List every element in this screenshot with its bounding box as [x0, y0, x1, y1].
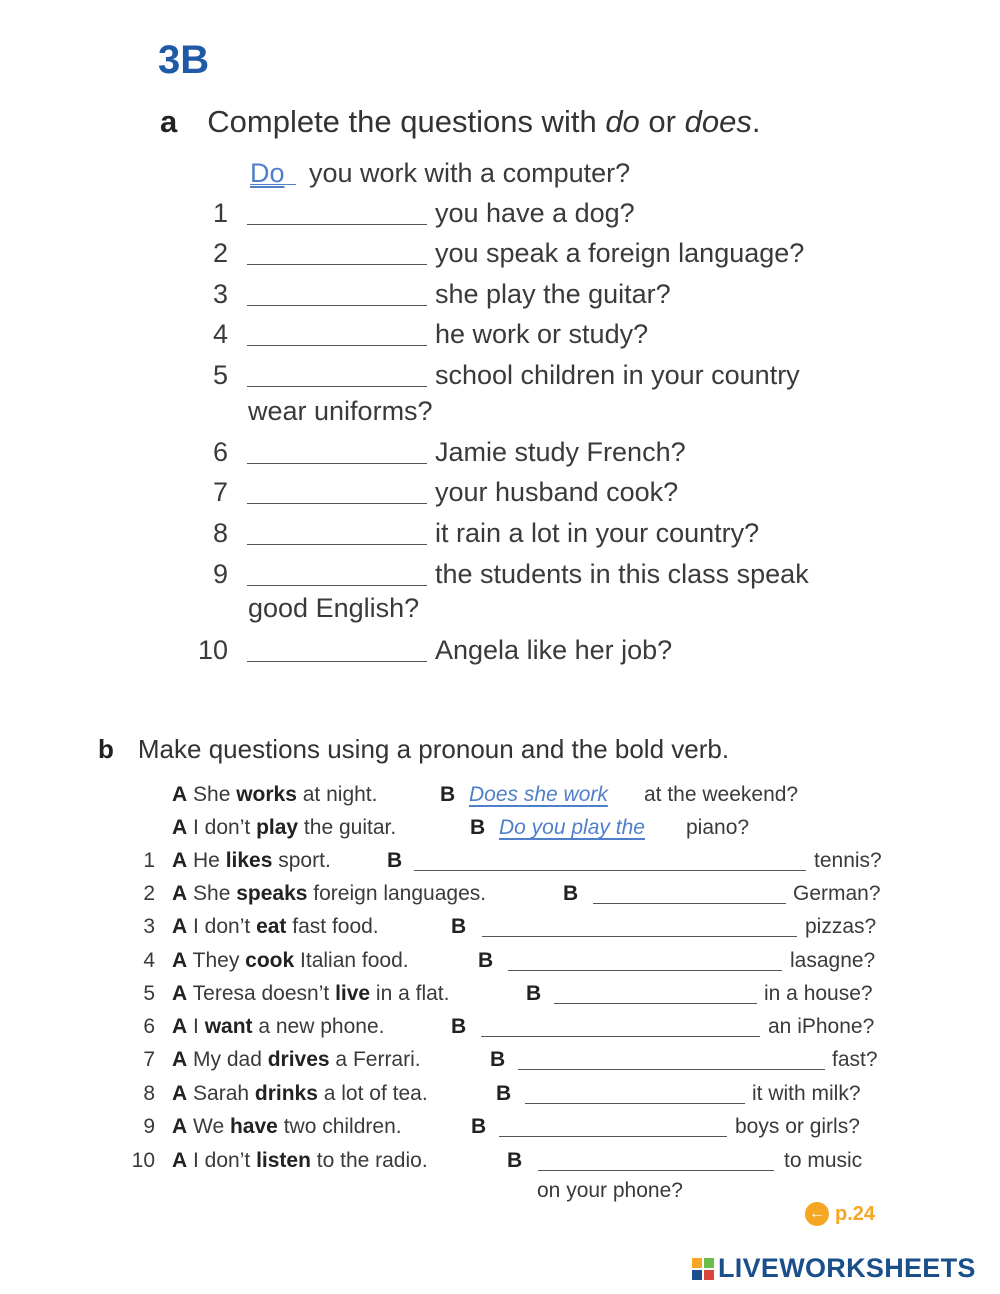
section-a-letter: a	[160, 104, 178, 139]
answer-blank[interactable]	[414, 848, 806, 871]
question-row-b: 10 A I don’t listen to the radio. B to music	[0, 1146, 1000, 1176]
question-end: boys or girls?	[735, 1115, 860, 1138]
question-row-b: 7 A My dad drives a Ferrari. B fast?	[0, 1045, 1000, 1075]
speaker-b: B	[496, 1082, 512, 1105]
answer-blank[interactable]	[247, 479, 427, 504]
question-end: pizzas?	[805, 915, 877, 938]
question-row-b: 4 A They cook Italian food. B lasagne?	[0, 946, 1000, 976]
question-end: tennis?	[814, 849, 882, 872]
answer-blank[interactable]	[538, 1148, 774, 1171]
question-row-a	[0, 633, 1000, 667]
speaker-a: A	[172, 949, 188, 972]
speaker-a: A	[172, 816, 188, 839]
bold-verb: drinks	[254, 1082, 318, 1105]
question-number: 4	[212, 319, 228, 349]
question-end: it with milk?	[752, 1082, 861, 1105]
section-b-letter: b	[98, 734, 114, 764]
question-row-a	[0, 317, 1000, 351]
question-text: he work or study?	[435, 319, 649, 349]
example-row-b: A I don’t play the guitar. B Do you play the piano?	[0, 813, 1000, 843]
question-row-b: 3 A I don’t eat fast food. B pizzas?	[0, 912, 1000, 942]
speaker-b: B	[440, 783, 456, 806]
question-end: an iPhone?	[768, 1015, 875, 1038]
question-text: school children in your country	[435, 360, 800, 390]
speaker-b: B	[451, 1015, 467, 1038]
question-end: lasagne?	[790, 949, 876, 972]
question-end: fast?	[832, 1048, 878, 1071]
question-number: 9	[212, 559, 228, 589]
bold-verb: live	[335, 982, 371, 1005]
section-a-heading: a Complete the questions with do or does.	[160, 104, 761, 139]
question-number: 7	[212, 477, 228, 507]
page-reference[interactable]	[805, 1202, 875, 1226]
answer-blank[interactable]	[518, 1047, 825, 1070]
question-number: 4	[143, 949, 155, 972]
question-number: 3	[212, 279, 228, 309]
question-row-b: 6 A I want a new phone. B an iPhone?	[0, 1012, 1000, 1042]
question-continuation: wear uniforms?	[248, 396, 433, 426]
question-number: 8	[212, 518, 228, 548]
speaker-b: B	[387, 849, 403, 872]
answer-blank[interactable]	[247, 439, 427, 464]
question-row-a	[0, 557, 1000, 591]
answer-blank[interactable]	[554, 981, 757, 1004]
bold-verb: speaks	[236, 882, 308, 905]
page-reference-label: p.24	[835, 1202, 876, 1225]
question-row-a	[0, 516, 1000, 550]
question-row-b: 9 A We have two children. B boys or girls?	[0, 1112, 1000, 1142]
question-text: it rain a lot in your country?	[435, 518, 760, 548]
section-b-heading	[98, 734, 729, 765]
question-text: you speak a foreign language?	[435, 238, 805, 268]
unit-title: 3B	[158, 38, 210, 82]
logo-text: LIVEWORKSHEETS	[718, 1253, 976, 1283]
question-end: German?	[793, 882, 881, 905]
question-row-a	[0, 236, 1000, 270]
bold-verb: listen	[256, 1149, 311, 1172]
answer-blank[interactable]	[247, 637, 427, 662]
question-text: she play the guitar?	[435, 279, 671, 309]
answer-blank[interactable]	[525, 1081, 745, 1104]
question-number: 1	[143, 849, 155, 872]
bold-verb: likes	[225, 849, 273, 872]
question-text: Angela like her job?	[435, 635, 673, 665]
question-continuation: on your phone?	[537, 1179, 683, 1202]
example-underline	[250, 160, 296, 185]
answer-blank[interactable]	[482, 914, 797, 937]
question-text: Jamie study French?	[435, 437, 686, 467]
example-end: at the weekend?	[644, 783, 799, 806]
section-b-instruction: Make questions using a pronoun and the bold verb.	[137, 734, 730, 764]
bold-verb: cook	[245, 949, 295, 972]
answer-blank[interactable]	[499, 1114, 727, 1137]
speaker-a: A	[172, 1115, 188, 1138]
example-end: piano?	[686, 816, 750, 839]
speaker-b: B	[490, 1048, 506, 1071]
answer-blank[interactable]	[247, 281, 427, 306]
answer-blank[interactable]	[247, 200, 427, 225]
bold-verb: works	[236, 783, 297, 806]
question-number: 10	[131, 1149, 155, 1172]
answer-blank[interactable]	[247, 561, 427, 586]
question-text: the students in this class speak	[435, 559, 809, 589]
question-number: 5	[212, 360, 228, 390]
question-text: your husband cook?	[435, 477, 679, 507]
speaker-b: B	[478, 949, 494, 972]
example-answer-b: Does she work	[469, 783, 608, 806]
bold-verb: drives	[267, 1048, 330, 1071]
example-answer-b: Do you play the	[499, 816, 645, 839]
question-row-a	[0, 358, 1000, 392]
example-row-b: A She works at night. B Does she work at the weekend?	[0, 780, 1000, 810]
speaker-b: B	[451, 915, 467, 938]
question-number: 3	[143, 915, 155, 938]
answer-blank[interactable]	[247, 321, 427, 346]
question-row-a	[0, 277, 1000, 311]
question-continuation: good English?	[248, 593, 420, 623]
bold-verb: eat	[256, 915, 287, 938]
speaker-b: B	[471, 1115, 487, 1138]
answer-blank[interactable]	[508, 948, 782, 971]
example-answer: Do	[250, 158, 285, 188]
speaker-b: B	[526, 982, 542, 1005]
question-number: 9	[143, 1115, 155, 1138]
answer-blank[interactable]	[481, 1014, 760, 1037]
speaker-a: A	[172, 882, 188, 905]
speaker-b: B	[563, 882, 579, 905]
liveworksheets-logo	[692, 1253, 976, 1284]
speaker-a: A	[172, 1082, 188, 1105]
question-text: you have a dog?	[435, 198, 635, 228]
answer-blank[interactable]	[247, 362, 427, 387]
speaker-a: A	[172, 1048, 188, 1071]
bold-verb: want	[204, 1015, 253, 1038]
bold-verb: play	[256, 816, 299, 839]
speaker-b: B	[470, 816, 486, 839]
question-number: 2	[143, 882, 155, 905]
question-number: 7	[143, 1048, 155, 1071]
question-end: in a house?	[764, 982, 873, 1005]
question-number: 2	[212, 238, 228, 268]
logo-mark-icon	[692, 1258, 714, 1280]
answer-blank[interactable]	[593, 881, 786, 904]
question-row-a	[0, 475, 1000, 509]
speaker-a: A	[172, 915, 188, 938]
speaker-b: B	[507, 1149, 523, 1172]
question-row-a	[0, 196, 1000, 230]
speaker-a: A	[172, 783, 188, 806]
example-row-a	[0, 156, 1000, 190]
speaker-a: A	[172, 1015, 188, 1038]
question-row-b: 1 A He likes sport. B tennis?	[0, 846, 1000, 876]
question-row-b: 8 A Sarah drinks a lot of tea. B it with milk?	[0, 1079, 1000, 1109]
arrow-left-icon: ←	[805, 1202, 829, 1226]
speaker-a: A	[172, 982, 188, 1005]
example-text: you work with a computer?	[309, 158, 631, 188]
question-number: 10	[197, 635, 228, 665]
answer-blank[interactable]	[247, 240, 427, 265]
question-number: 6	[143, 1015, 155, 1038]
speaker-a: A	[172, 849, 188, 872]
question-number: 5	[143, 982, 155, 1005]
speaker-a: A	[172, 1149, 188, 1172]
question-end: to music	[784, 1149, 863, 1172]
answer-blank[interactable]	[247, 520, 427, 545]
question-number: 1	[212, 198, 228, 228]
question-number: 6	[212, 437, 228, 467]
question-row-b: 2 A She speaks foreign languages. B German?	[0, 879, 1000, 909]
bold-verb: have	[229, 1115, 278, 1138]
question-row-b: 5 A Teresa doesn’t live in a flat. B in a house?	[0, 979, 1000, 1009]
question-row-a	[0, 435, 1000, 469]
question-number: 8	[143, 1082, 155, 1105]
